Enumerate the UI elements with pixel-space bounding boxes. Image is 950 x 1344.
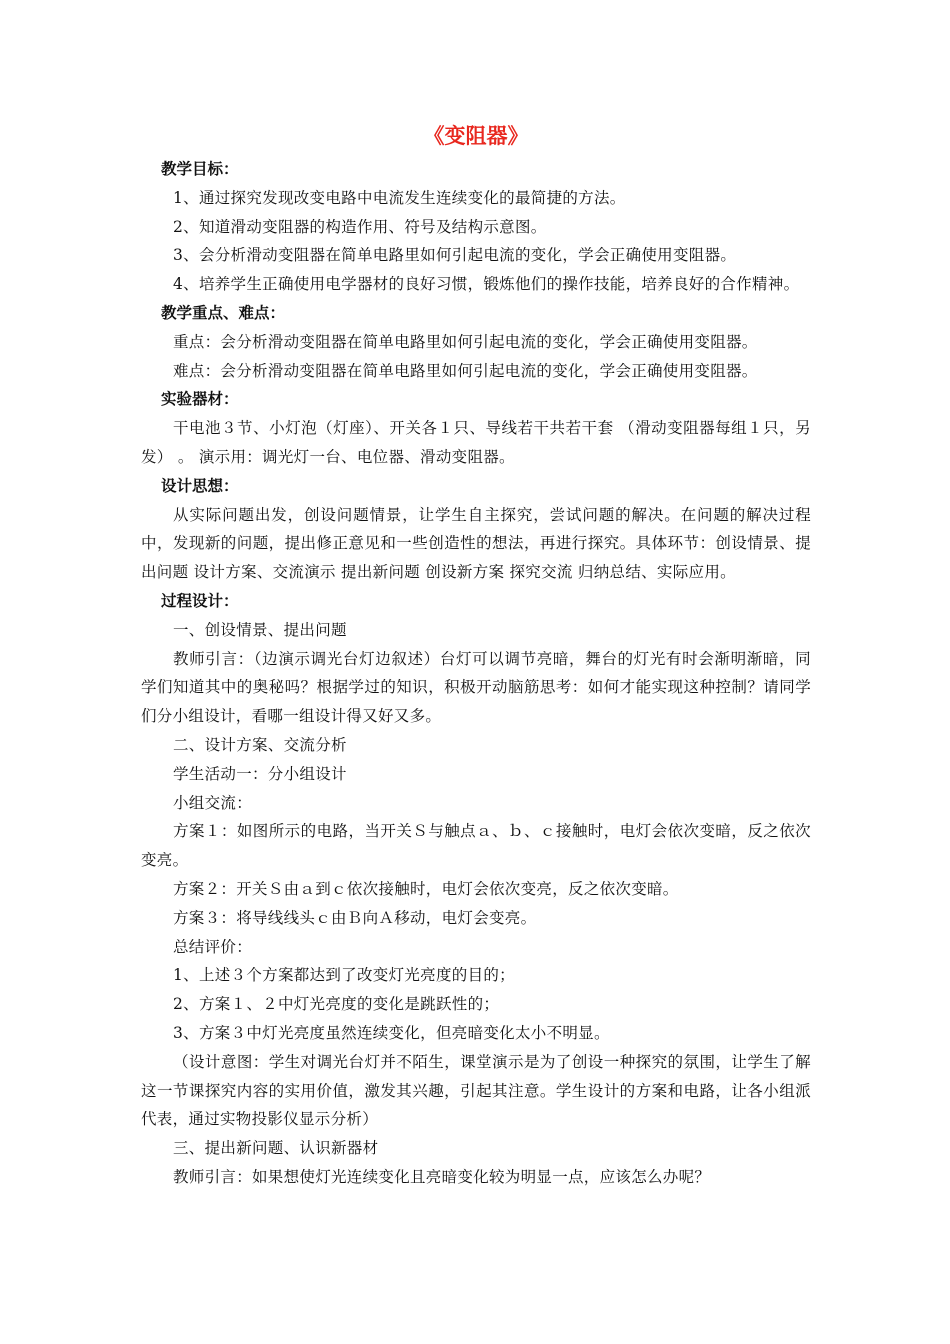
paragraph: 方案２：开关Ｓ由ａ到ｃ依次接触时，电灯会依次变亮，反之依次变暗。: [173, 879, 679, 898]
document-title: 《变阻器》: [423, 124, 529, 148]
paragraph: 小组交流：: [173, 793, 253, 812]
section-heading-process: 过程设计：: [161, 591, 239, 610]
paragraph: 三、提出新问题、认识新器材: [173, 1139, 379, 1158]
paragraph: 方案３：将导线线头ｃ由Ｂ向Ａ移动，电灯会变亮。: [173, 908, 537, 927]
paragraph: 3、方案３中灯光亮度虽然连续变化，但亮暗变化太小不明显。: [173, 1023, 610, 1042]
paragraph: 2、方案１、２中灯光亮度的变化是跳跃性的；: [173, 995, 500, 1014]
paragraph: 教师引言：如果想使灯光连续变化且亮暗变化较为明显一点，应该怎么办呢？: [173, 1167, 711, 1186]
paragraph: 二、设计方案、交流分析: [173, 735, 347, 754]
paragraph: 总结评价：: [173, 937, 253, 956]
paragraph: 3、会分析滑动变阻器在简单电路里如何引起电流的变化，学会正确使用变阻器。: [173, 246, 737, 265]
section-heading-design-idea: 设计思想：: [161, 476, 239, 495]
paragraph: 1、上述３个方案都达到了改变灯光亮度的目的；: [173, 966, 515, 985]
paragraph: 2、知道滑动变阻器的构造作用、符号及结构示意图。: [173, 217, 547, 236]
section-heading-equipment: 实验器材：: [161, 390, 239, 409]
paragraph: （设计意图：学生对调光台灯并不陌生，课堂演示是为了创设一种探究的氛围，让学生了解这一节课探究内容的实用价值，激发其兴趣，引起其注意。学生设计的方案和电路，让各小组派代表，通过实物投影仪显示分析）: [141, 1052, 811, 1129]
paragraph: 干电池３节、小灯泡（灯座）、开关各１只、导线若干共若干套 （滑动变阻器每组１只，另发） 。 演示用：调光灯一台、电位器、滑动变阻器。: [141, 419, 811, 466]
paragraph: 教师引言：（边演示调光台灯边叙述）台灯可以调节亮暗，舞台的灯光有时会渐明渐暗，同学们知道其中的奥秘吗？根据学过的知识，积极开动脑筋思考：如何才能实现这种控制？请同学们分小组设计，看哪一组设计得又好又多。: [141, 649, 811, 726]
paragraph: 重点：会分析滑动变阻器在简单电路里如何引起电流的变化，学会正确使用变阻器。: [173, 332, 758, 351]
paragraph: 学生活动一：分小组设计: [173, 764, 347, 783]
section-heading-key-points: 教学重点、难点：: [161, 303, 286, 322]
paragraph: 难点：会分析滑动变阻器在简单电路里如何引起电流的变化，学会正确使用变阻器。: [173, 361, 758, 380]
paragraph: 4、培养学生正确使用电学器材的良好习惯，锻炼他们的操作技能，培养良好的合作精神。: [173, 275, 800, 294]
section-heading-objectives: 教学目标：: [161, 160, 239, 178]
document-page: [141, 118, 811, 1192]
paragraph: 方案１：如图所示的电路，当开关Ｓ与触点ａ、ｂ、ｃ接触时，电灯会依次变暗，反之依次变亮。: [141, 822, 811, 870]
paragraph: 一、创设情景、提出问题: [173, 620, 347, 639]
paragraph: 1、通过探究发现改变电路中电流发生连续变化的最简捷的方法。: [173, 188, 626, 207]
paragraph: 从实际问题出发，创设问题情景，让学生自主探究，尝试问题的解决。在问题的解决过程中，发现新的问题，提出修正意见和一些创造性的想法，再进行探究。具体环节：创设情景、提出问题 设计方案、交流演示 提出新问题 创设新方案 探究交流 归纳总结、实际应用。: [141, 505, 811, 582]
